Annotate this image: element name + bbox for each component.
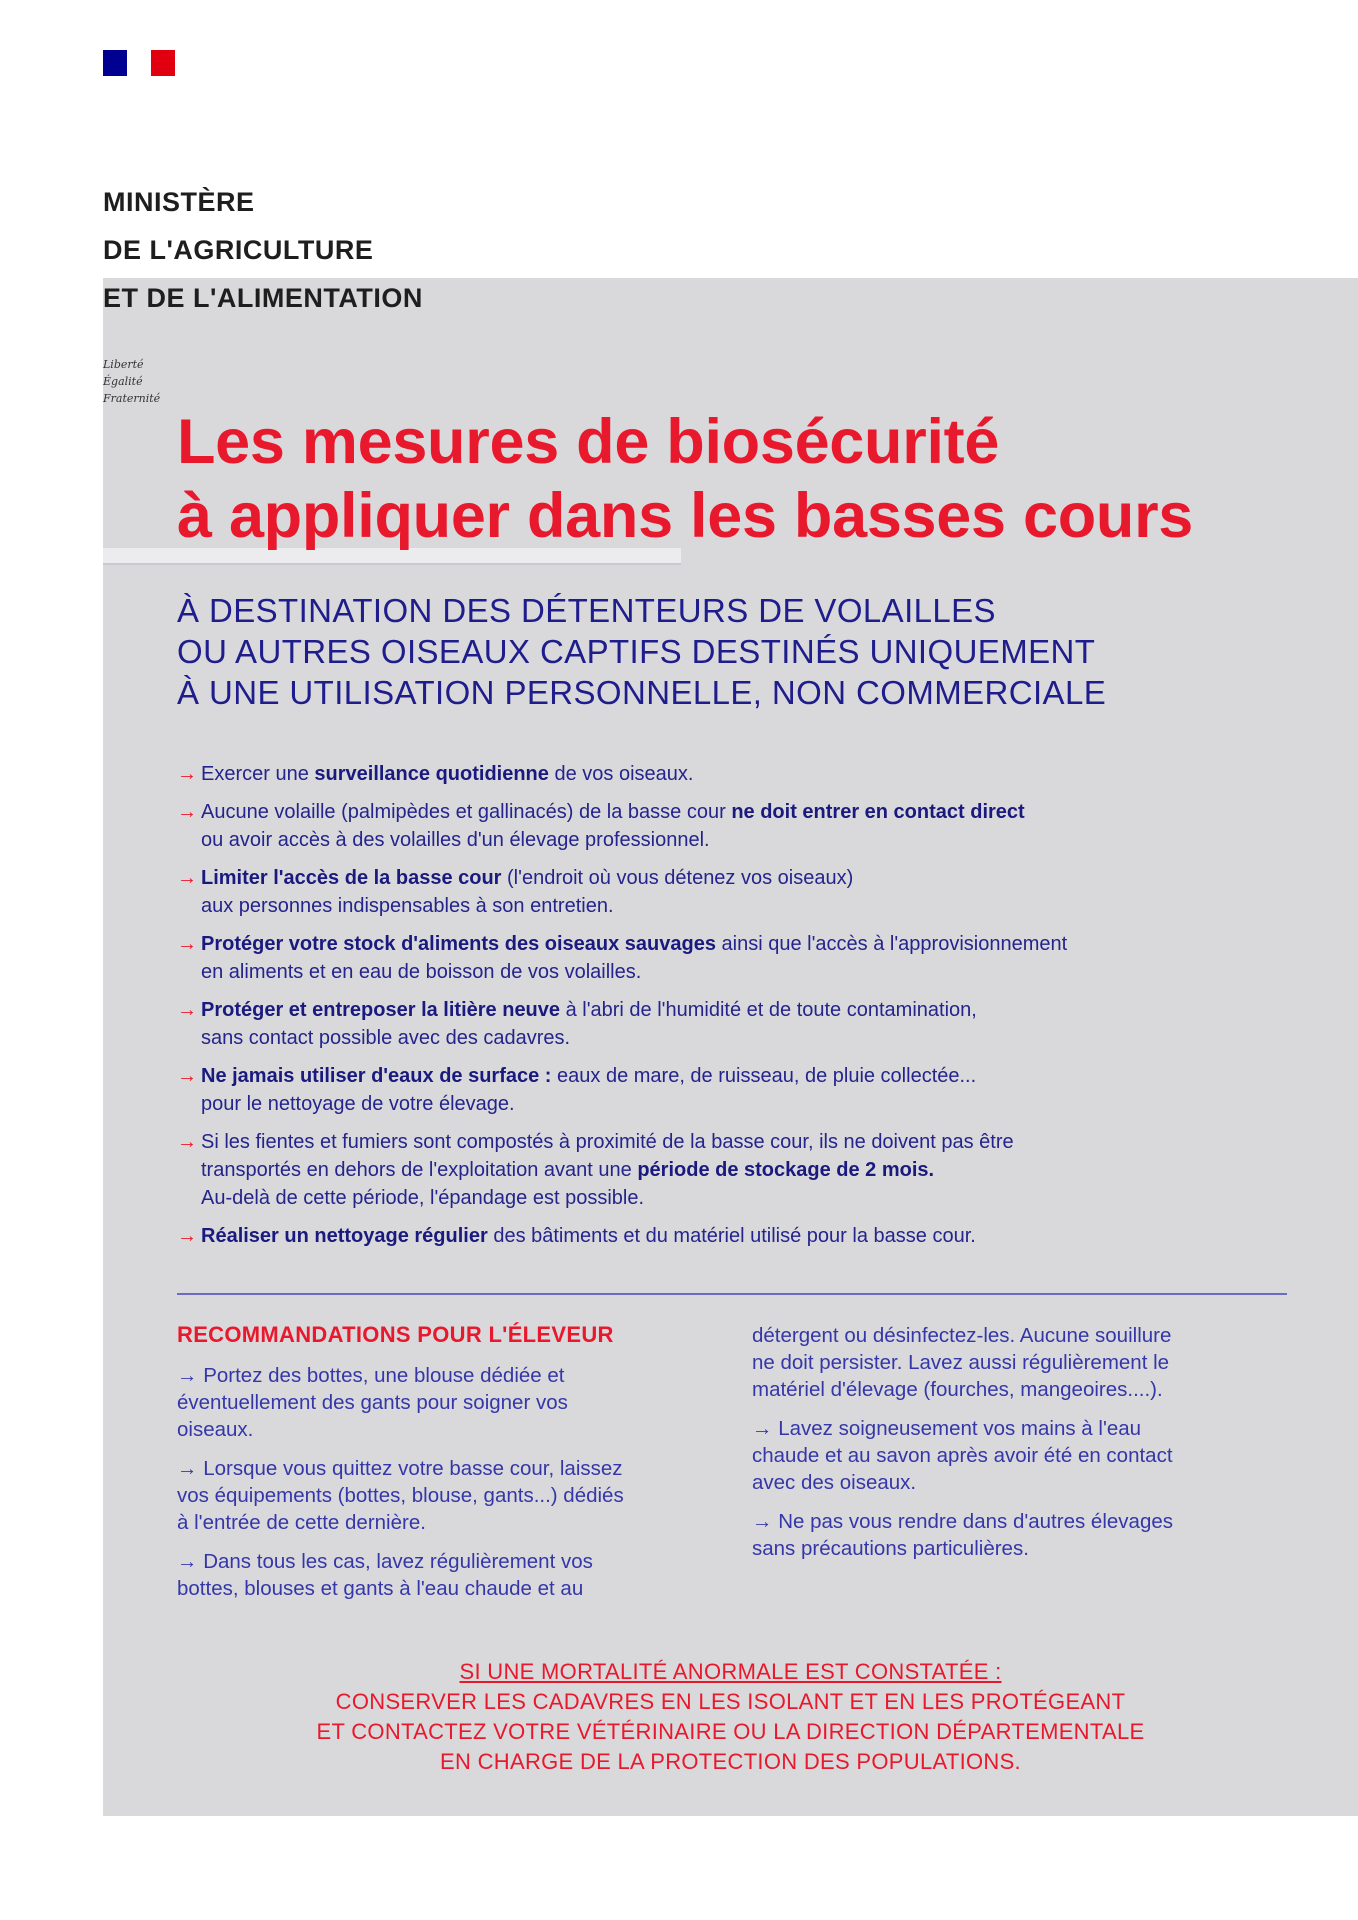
list-item: → Exercer une surveillance quotidienne de vos oiseaux. bbox=[177, 760, 1302, 788]
arrow-right-icon: → bbox=[177, 933, 197, 955]
alert-heading: SI UNE MORTALITÉ ANORMALE EST CONSTATÉE : bbox=[459, 1659, 1002, 1684]
recommendations-heading: RECOMMANDATIONS POUR L'ÉLEVEUR bbox=[177, 1322, 614, 1347]
ministry-line: MINISTÈRE bbox=[103, 187, 255, 217]
subtitle-line: À UNE UTILISATION PERSONNELLE, NON COMMERCIALE bbox=[177, 674, 1107, 711]
title-line: à appliquer dans les basses cours bbox=[177, 481, 1194, 551]
title-line: Les mesures de biosécurité bbox=[177, 407, 1000, 477]
ministry-name bbox=[103, 178, 423, 322]
alert-line: ET CONTACTEZ VOTRE VÉTÉRINAIRE OU LA DIRECTION DÉPARTEMENTALE bbox=[316, 1719, 1145, 1744]
mortality-alert bbox=[103, 1657, 1358, 1777]
subtitle-line: OU AUTRES OISEAUX CAPTIFS DESTINÉS UNIQUEMENT bbox=[177, 633, 1096, 670]
arrow-right-icon: → bbox=[177, 801, 197, 823]
arrow-right-icon: → bbox=[177, 999, 197, 1021]
french-flag-logo bbox=[103, 50, 175, 76]
recommendations-left-column bbox=[177, 1362, 737, 1614]
recommendation-paragraph: → Lorsque vous quittez votre basse cour, laissez vos équipements (bottes, blouse, gants...) dédiés à l'entrée de cette dernière. bbox=[177, 1457, 624, 1534]
list-item: → Réaliser un nettoyage régulier des bâtiments et du matériel utilisé pour la basse cour. bbox=[177, 1222, 1302, 1250]
motto-line: Fraternité bbox=[103, 392, 161, 405]
arrow-right-icon: → bbox=[177, 867, 197, 889]
ministry-line: DE L'AGRICULTURE bbox=[103, 235, 374, 265]
alert-line: CONSERVER LES CADAVRES EN LES ISOLANT ET EN LES PROTÉGEANT bbox=[335, 1689, 1126, 1714]
list-item: → Aucune volaille (palmipèdes et gallinacés) de la basse cour ne doit entrer en contact direct ou avoir accès à des volailles d'un élevage professionnel. bbox=[177, 798, 1302, 854]
motto-line: Égalité bbox=[103, 375, 143, 388]
subtitle-line: À DESTINATION DES DÉTENTEURS DE VOLAILLES bbox=[177, 592, 996, 629]
page-title bbox=[177, 405, 1193, 553]
biosecurity-measures-list bbox=[177, 760, 1302, 1260]
audience-subtitle bbox=[177, 590, 1106, 713]
recommendation-paragraph: détergent ou désinfectez-les. Aucune souillure ne doit persister. Lavez aussi régulièrement le matériel d'élevage (fourches, mangeoires....). bbox=[752, 1324, 1172, 1401]
arrow-right-icon: → bbox=[177, 1131, 197, 1153]
alert-line: EN CHARGE DE LA PROTECTION DES POPULATIONS. bbox=[440, 1749, 1021, 1774]
recommendation-paragraph: → Lavez soigneusement vos mains à l'eau chaude et au savon après avoir été en contact avec des oiseaux. bbox=[752, 1417, 1173, 1494]
list-item: → Protéger et entreposer la litière neuve à l'abri de l'humidité et de toute contamination, sans contact possible avec des cadavres. bbox=[177, 996, 1302, 1052]
arrow-right-icon: → bbox=[177, 1065, 197, 1087]
recommendations-right-column bbox=[752, 1322, 1312, 1574]
ministry-line: ET DE L'ALIMENTATION bbox=[103, 283, 423, 313]
republic-motto bbox=[103, 356, 160, 407]
arrow-right-icon: → bbox=[177, 763, 197, 785]
recommendation-paragraph: → Ne pas vous rendre dans d'autres élevages sans précautions particulières. bbox=[752, 1510, 1173, 1560]
list-item: → Si les fientes et fumiers sont compostés à proximité de la basse cour, ils ne doivent pas être transportés en dehors de l'exploitation avant une période de stockage de 2 mois. Au-delà de cette période, l'épandage est possible. bbox=[177, 1128, 1302, 1212]
list-item: → Ne jamais utiliser d'eaux de surface : eaux de mare, de ruisseau, de pluie collectée... pour le nettoyage de votre élevage. bbox=[177, 1062, 1302, 1118]
motto-line: Liberté bbox=[103, 358, 144, 371]
list-item: → Protéger votre stock d'aliments des oiseaux sauvages ainsi que l'accès à l'approvisionnement en aliments et en eau de boisson de vos volailles. bbox=[177, 930, 1302, 986]
section-divider bbox=[177, 1293, 1287, 1295]
list-item: → Limiter l'accès de la basse cour (l'endroit où vous détenez vos oiseaux) aux personnes indispensables à son entretien. bbox=[177, 864, 1302, 920]
recommendation-paragraph: → Dans tous les cas, lavez régulièrement vos bottes, blouses et gants à l'eau chaude et au bbox=[177, 1550, 593, 1600]
recommendation-paragraph: → Portez des bottes, une blouse dédiée et éventuellement des gants pour soigner vos oiseaux. bbox=[177, 1364, 568, 1441]
arrow-right-icon: → bbox=[177, 1225, 197, 1247]
